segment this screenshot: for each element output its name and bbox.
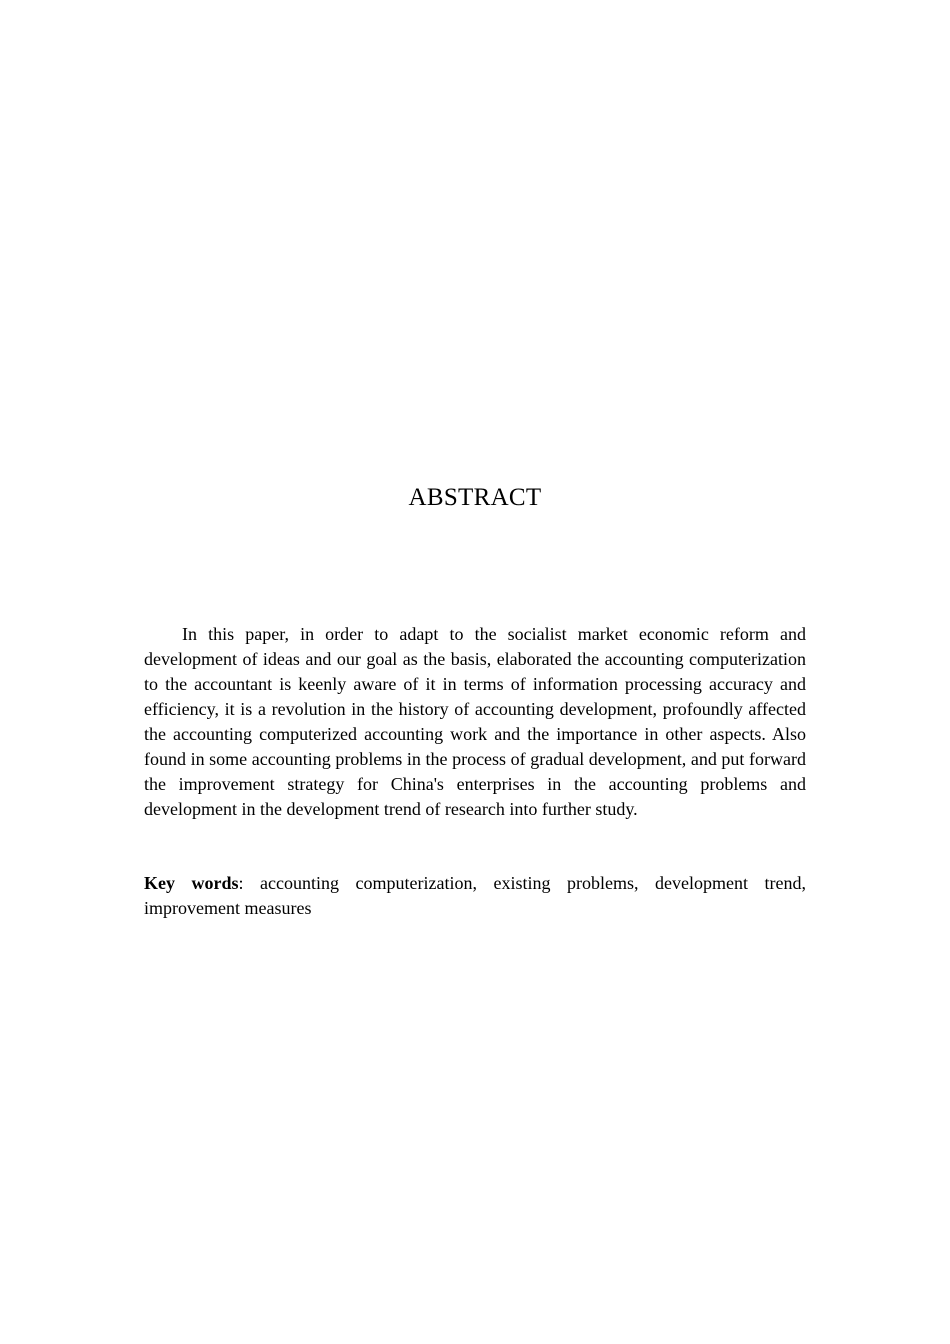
abstract-title: ABSTRACT [408,484,542,511]
keywords-separator: : [238,873,244,893]
keywords-text: accounting computerization, existing problems, development trend, improvement measures [144,873,806,918]
abstract-paragraph: In this paper, in order to adapt to the socialist market economic reform and development of ideas and our goal as the basis, elaborated the accounting computerization to the accountant is keenly aware of it in terms of information processing accuracy and efficiency, it is a revolution in the history of accounting development, profoundly affected the accounting computerized accounting work and the importance in other aspects. Also found in some accounting problems in the process of gradual development, and put forward the improvement strategy for China's enterprises in the accounting problems and development in the development trend of research into further study. [144,624,806,819]
keywords-label: Key words [144,873,239,893]
keywords-line [144,871,806,921]
